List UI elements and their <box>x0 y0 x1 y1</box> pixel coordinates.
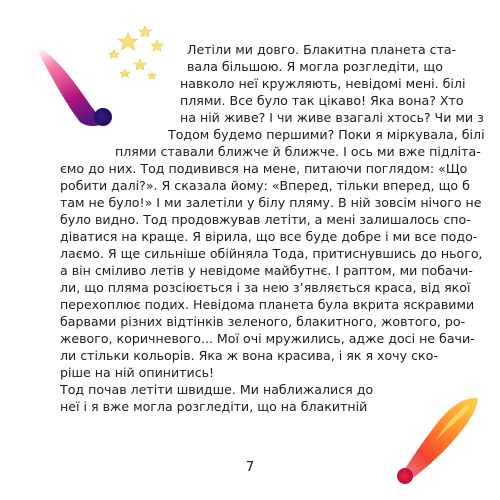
star-icon <box>148 72 156 79</box>
comet-tail-glow <box>436 404 470 440</box>
text-line: плями ставали ближче й ближче. І ось ми вже підліта- <box>115 144 481 159</box>
text-line: ємо до них. Тод подивився на мене, питаючи поглядом: «Що <box>60 161 468 176</box>
text-line: діватися на краще. Я вірила, що все буде добре і ми все подо- <box>60 229 478 244</box>
text-line: навколо неї кружляють, невідомі мені. білі <box>180 76 466 91</box>
star-icon <box>151 40 163 51</box>
star-icon <box>139 26 151 37</box>
text-line: було видно. Тод продовжував летіти, а мені залишалось спо- <box>60 212 471 227</box>
text-line: вала більшою. Я могла розгледіти, що <box>187 59 443 74</box>
text-line: на ній живе? І чи живе взагалі хтось? Чи ми з <box>180 110 484 125</box>
star-icon <box>118 33 138 50</box>
text-line: робити далі?». Я сказала йому: «Вперед, тільки вперед, що б <box>60 178 470 193</box>
text-line: Тодом будемо першими? Поки я міркувала, білі <box>168 127 485 142</box>
text-line: плями. Все було так цікаво! Яка вона? Хто <box>180 93 464 108</box>
text-line: ріше на ній опинитись! <box>60 365 215 380</box>
comet-tail <box>38 48 108 126</box>
star-cluster <box>109 26 163 79</box>
star-icon <box>134 59 146 70</box>
text-line: неї і я вже могла розгледіти, що на блакитній <box>60 399 368 414</box>
text-line: жевого, коричневого... Мої очі мружились, адже досі не бачи- <box>60 331 475 346</box>
text-line: а він сміливо летів у невідоме майбутнє. І раптом, ми побачи- <box>60 263 473 278</box>
text-line: ли стільки кольорів. Яка ж вона красива, і як я хочу ско- <box>60 348 438 363</box>
text-line: перехоплює подих. Невідома планета була вкрита яскравими <box>60 297 475 312</box>
star-icon <box>120 69 130 78</box>
star-icon <box>109 50 119 59</box>
text-line: лаємо. Я ще сильніше обійняла Тода, притиснувшись до нього, <box>60 246 483 261</box>
text-line: там не було!» І ми залетіли у білу пляму. В ній зовсім нічого не <box>60 195 482 210</box>
text-line: барвами різних відтінків зеленого, блакитного, жовтого, ро- <box>60 314 466 329</box>
text-line: Тод почав летіти швидше. Ми наближалися до <box>60 382 374 397</box>
text-line: Летіли ми довго. Блакитна планета ста- <box>187 42 457 57</box>
comet-top-left <box>38 48 112 126</box>
comet-head <box>94 108 112 126</box>
page-number: 7 <box>245 460 255 475</box>
text-line: ли, що пляма розсіюється і за нею з’являється краса, від якої <box>60 280 471 295</box>
